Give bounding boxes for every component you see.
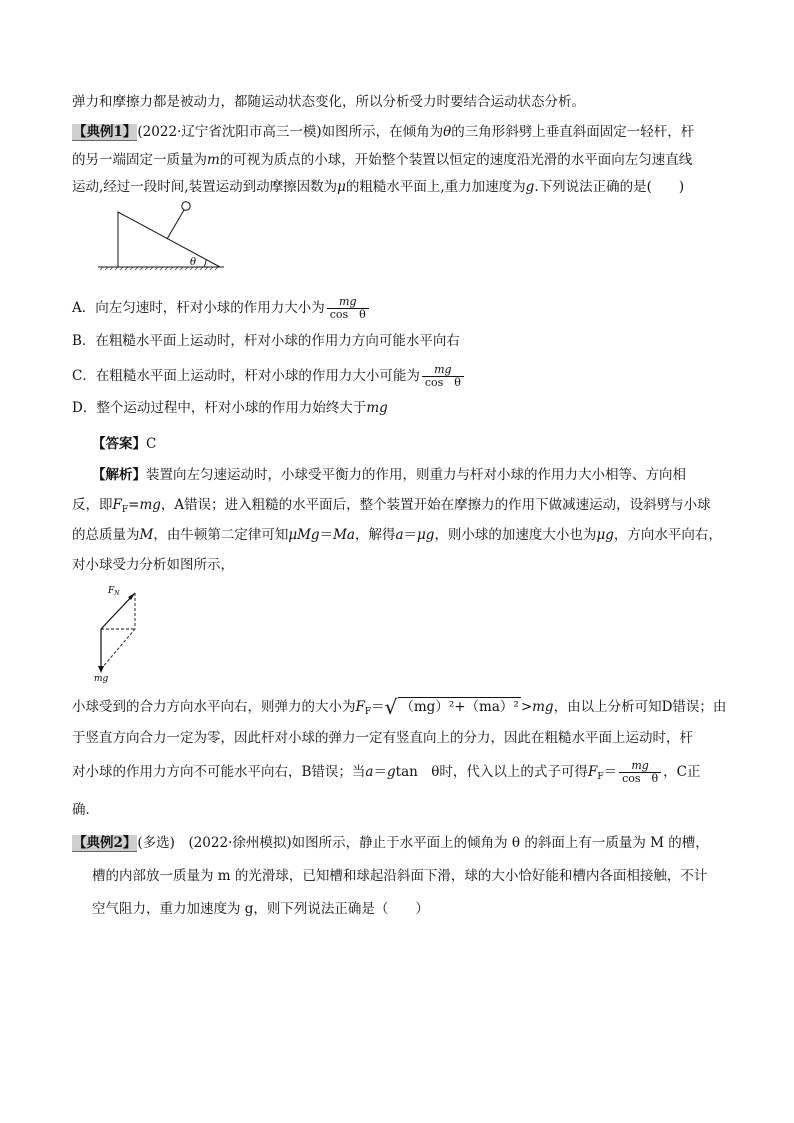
mg-label: mg	[94, 674, 109, 683]
answer-line	[92, 435, 156, 453]
example2-line1: 【典例2】(多选) (2022·徐州模拟)如图所示，静止于水平面上的倾角为 θ 的斜面上有一质量为 M 的槽，	[73, 835, 709, 851]
analysis-line3: 的总质量为M，由牛顿第二定律可知μMg＝Ma，解得a＝μg，则小球的加速度大小也为μg，方向水平向右，	[72, 527, 722, 543]
wedge-figure	[96, 196, 228, 276]
answer-tag: 【答案】	[92, 436, 146, 452]
analysis-line6: 于竖直方向合力一定为零，因此杆对小球的弹力一定有竖直向上的分力，因此在粗糙水平面上运动时，杆	[72, 730, 693, 746]
option-c[interactable]: C．在粗糙水平面上运动时，杆对小球的作用力大小可能为 $\frac{mg}{\text{cos θ}}$	[72, 364, 466, 389]
fraction-mg-cos: $\frac{mg}{\text{cos θ}}$	[619, 760, 661, 785]
analysis-line7: 对小球的作用力方向不可能水平向右，B错误；当a＝gtan θ时，代入以上的式子可得$F_F=$ $\frac{mg}{\text{cos θ}}$ ，C正	[72, 759, 701, 785]
example1-line3: 运动,经过一段时间,装置运动到动摩擦因数为μ的粗糙水平面上,重力加速度为g.下列说法正确的是( )	[72, 179, 685, 195]
force-diagram	[86, 583, 148, 683]
analysis-line5: 小球受到的合力方向水平向右，则弹力的大小为$F_F=√$ （mg）²+（ma）² >mg，由以上分析可知D错误；由	[72, 695, 727, 719]
fn-label: $F_N$	[108, 586, 120, 597]
option-b[interactable]: B．在粗糙水平面上运动时，杆对小球的作用力方向可能水平向右	[72, 333, 460, 349]
example2-line2: 槽的内部放一质量为 m 的光滑球，已知槽和球起沿斜面下滑，球的大小恰好能和槽内各面相接触，不计	[92, 868, 708, 884]
example2-tag: 【典例2】	[73, 835, 137, 851]
example2-line3: 空气阻力，重力加速度为 g，则下列说法正确是（ ）	[92, 901, 429, 917]
example1-line1: 【典例1】(2022·辽宁省沈阳市高三一模)如图所示，在倾角为θ的三角形斜劈上垂直斜面固定一轻杆，杆	[73, 124, 695, 140]
sqrt-sign: √	[384, 695, 398, 719]
intro-line: 弹力和摩擦力都是被动力，都随运动状态变化，所以分析受力时要结合运动状态分析。	[72, 94, 585, 110]
analysis-line8: 确．	[72, 802, 99, 818]
analysis-line2: 反，即$F_F=mg$，A错误；进入粗糙的水平面后，整个装置开始在摩擦力的作用下做减速运动，设斜劈与小球	[72, 497, 711, 515]
fraction-mg-cos: $\frac{mg}{\text{cos θ}}$	[327, 296, 369, 321]
option-a[interactable]: A．向左匀速时，杆对小球的作用力大小为 $\frac{mg}{\text{cos θ}}$	[72, 296, 371, 321]
example1-tag: 【典例1】	[73, 124, 137, 140]
analysis-tag: 【解析】	[92, 467, 146, 483]
fraction-mg-cos: $\frac{mg}{\text{cos θ}}$	[422, 364, 464, 389]
option-d[interactable]: D．整个运动过程中，杆对小球的作用力始终大于mg	[72, 400, 388, 416]
analysis-line1: 【解析】装置向左匀速运动时，小球受平衡力的作用，则重力与杆对小球的作用力大小相等、方向相	[92, 467, 686, 483]
angle-label: θ	[190, 257, 197, 268]
example1-line2: 的另一端固定一质量为m的可视为质点的小球，开始整个装置以恒定的速度沿光滑的水平面向左匀速直线	[72, 152, 693, 168]
analysis-line4: 对小球受力分析如图所示，	[72, 557, 234, 573]
answer-value: C	[146, 436, 157, 452]
sqrt-expression: （mg）²+（ma）²	[400, 699, 519, 715]
